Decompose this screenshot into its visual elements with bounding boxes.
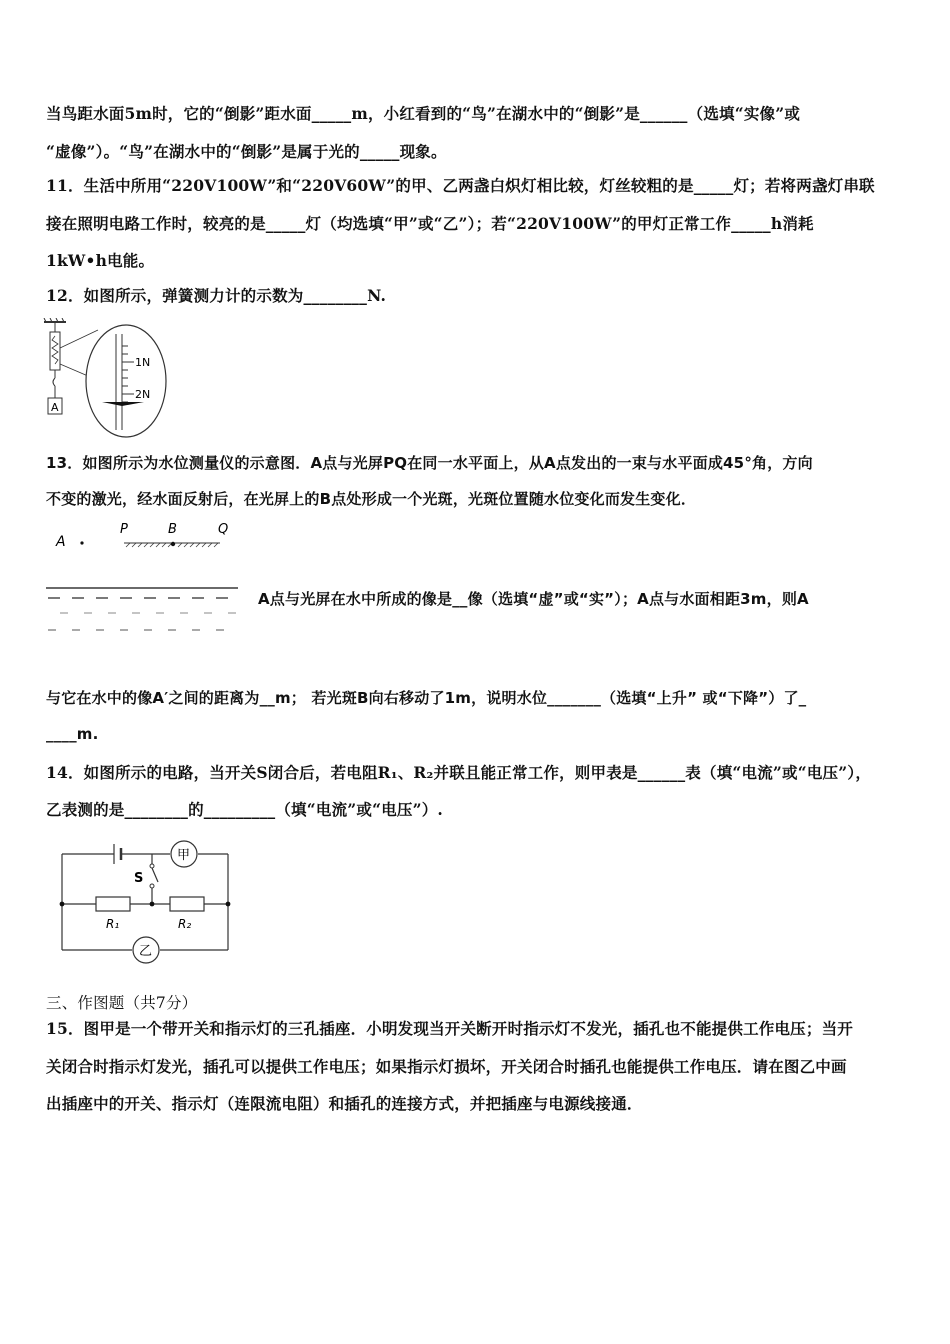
q12-line-1: 12．如图所示，弹簧测力计的示数为________N.: [46, 286, 387, 305]
q13-line-1: 13．如图所示为水位测量仪的示意图．A点与光屏PQ在同一水平面上，从A点发出的一束与水平面成45°角，方向: [46, 454, 813, 472]
q13-line-3: A点与光屏在水中所成的像是__像（选填“虚”或“实”）；A点与水面相距3m，则A: [258, 590, 809, 608]
point-a-label: A: [56, 534, 66, 550]
q15-line-2: 关闭合时指示灯发光，插孔可以提供工作电压；如果指示灯损坏，开关闭合时插孔也能提供工作电压．请在图乙中画: [46, 1057, 847, 1076]
point-b-label: B: [168, 522, 177, 537]
q13-line-2: 不变的激光，经水面反射后，在光屏上的B点处形成一个光斑，光斑位置随水位变化而发生变化．: [46, 490, 697, 508]
scale-label-1n: 1N: [135, 356, 151, 369]
q11-line-1: 11．生活中所用“220V100W”和“220V60W”的甲、乙两盏白炽灯相比较，灯丝较粗的是_____灯；若将两盏灯串联: [46, 176, 875, 195]
q11-line-2: 接在照明电路工作时，较亮的是_____灯（均选填“甲”或“乙”）；若“220V100W”的甲灯正常工作_____h消耗: [46, 214, 814, 233]
resistor-r1-label: R₁: [106, 917, 120, 931]
q14-line-2: 乙表测的是________的_________（填“电流”或“电压”）.: [46, 800, 444, 819]
block-a-label: A: [51, 401, 59, 414]
meter-yi-label: 乙: [139, 944, 153, 959]
q13-line-4: 与它在水中的像A′之间的距离为__m； 若光斑B向右移动了1m，说明水位_______（选填“上升” 或“下降”）了_: [46, 689, 807, 707]
point-p-label: P: [120, 522, 128, 537]
q14-line-1: 14．如图所示的电路，当开关S闭合后，若电阻R₁、R₂并联且能正常工作，则甲表是______表（填“电流”或“电压”），: [46, 763, 872, 782]
q10-line-1: 当鸟距水面5m时，它的“倒影”距水面_____m，小红看到的“鸟”在湖水中的“倒影”是______（选填“实像”或: [46, 104, 801, 123]
q15-line-3: 出插座中的开关、指示灯（连限流电阻）和插孔的连接方式，并把插座与电源线接通．: [46, 1094, 643, 1113]
q13-line-5: ____m.: [46, 725, 99, 743]
point-q-label: Q: [218, 522, 229, 537]
scale-label-2n: 2N: [135, 388, 151, 401]
q15-line-1: 15．图甲是一个带开关和指示灯的三孔插座．小明发现当开关断开时指示灯不发光，插孔也不能提供工作电压；当开: [46, 1019, 853, 1038]
section-3-title: 三、作图题（共7分）: [46, 994, 198, 1012]
circuit-figure: [54, 834, 244, 969]
water-level-figure: [46, 518, 246, 643]
q10-line-2: “虚像”）。“鸟”在湖水中的“倒影”是属于光的_____现象。: [46, 142, 447, 161]
meter-jia-label: 甲: [177, 848, 191, 863]
q11-line-3: 1kW•h电能。: [46, 251, 155, 270]
resistor-r2-label: R₂: [178, 917, 192, 931]
spring-scale-figure: [40, 318, 170, 438]
switch-s-label: S: [134, 871, 144, 886]
